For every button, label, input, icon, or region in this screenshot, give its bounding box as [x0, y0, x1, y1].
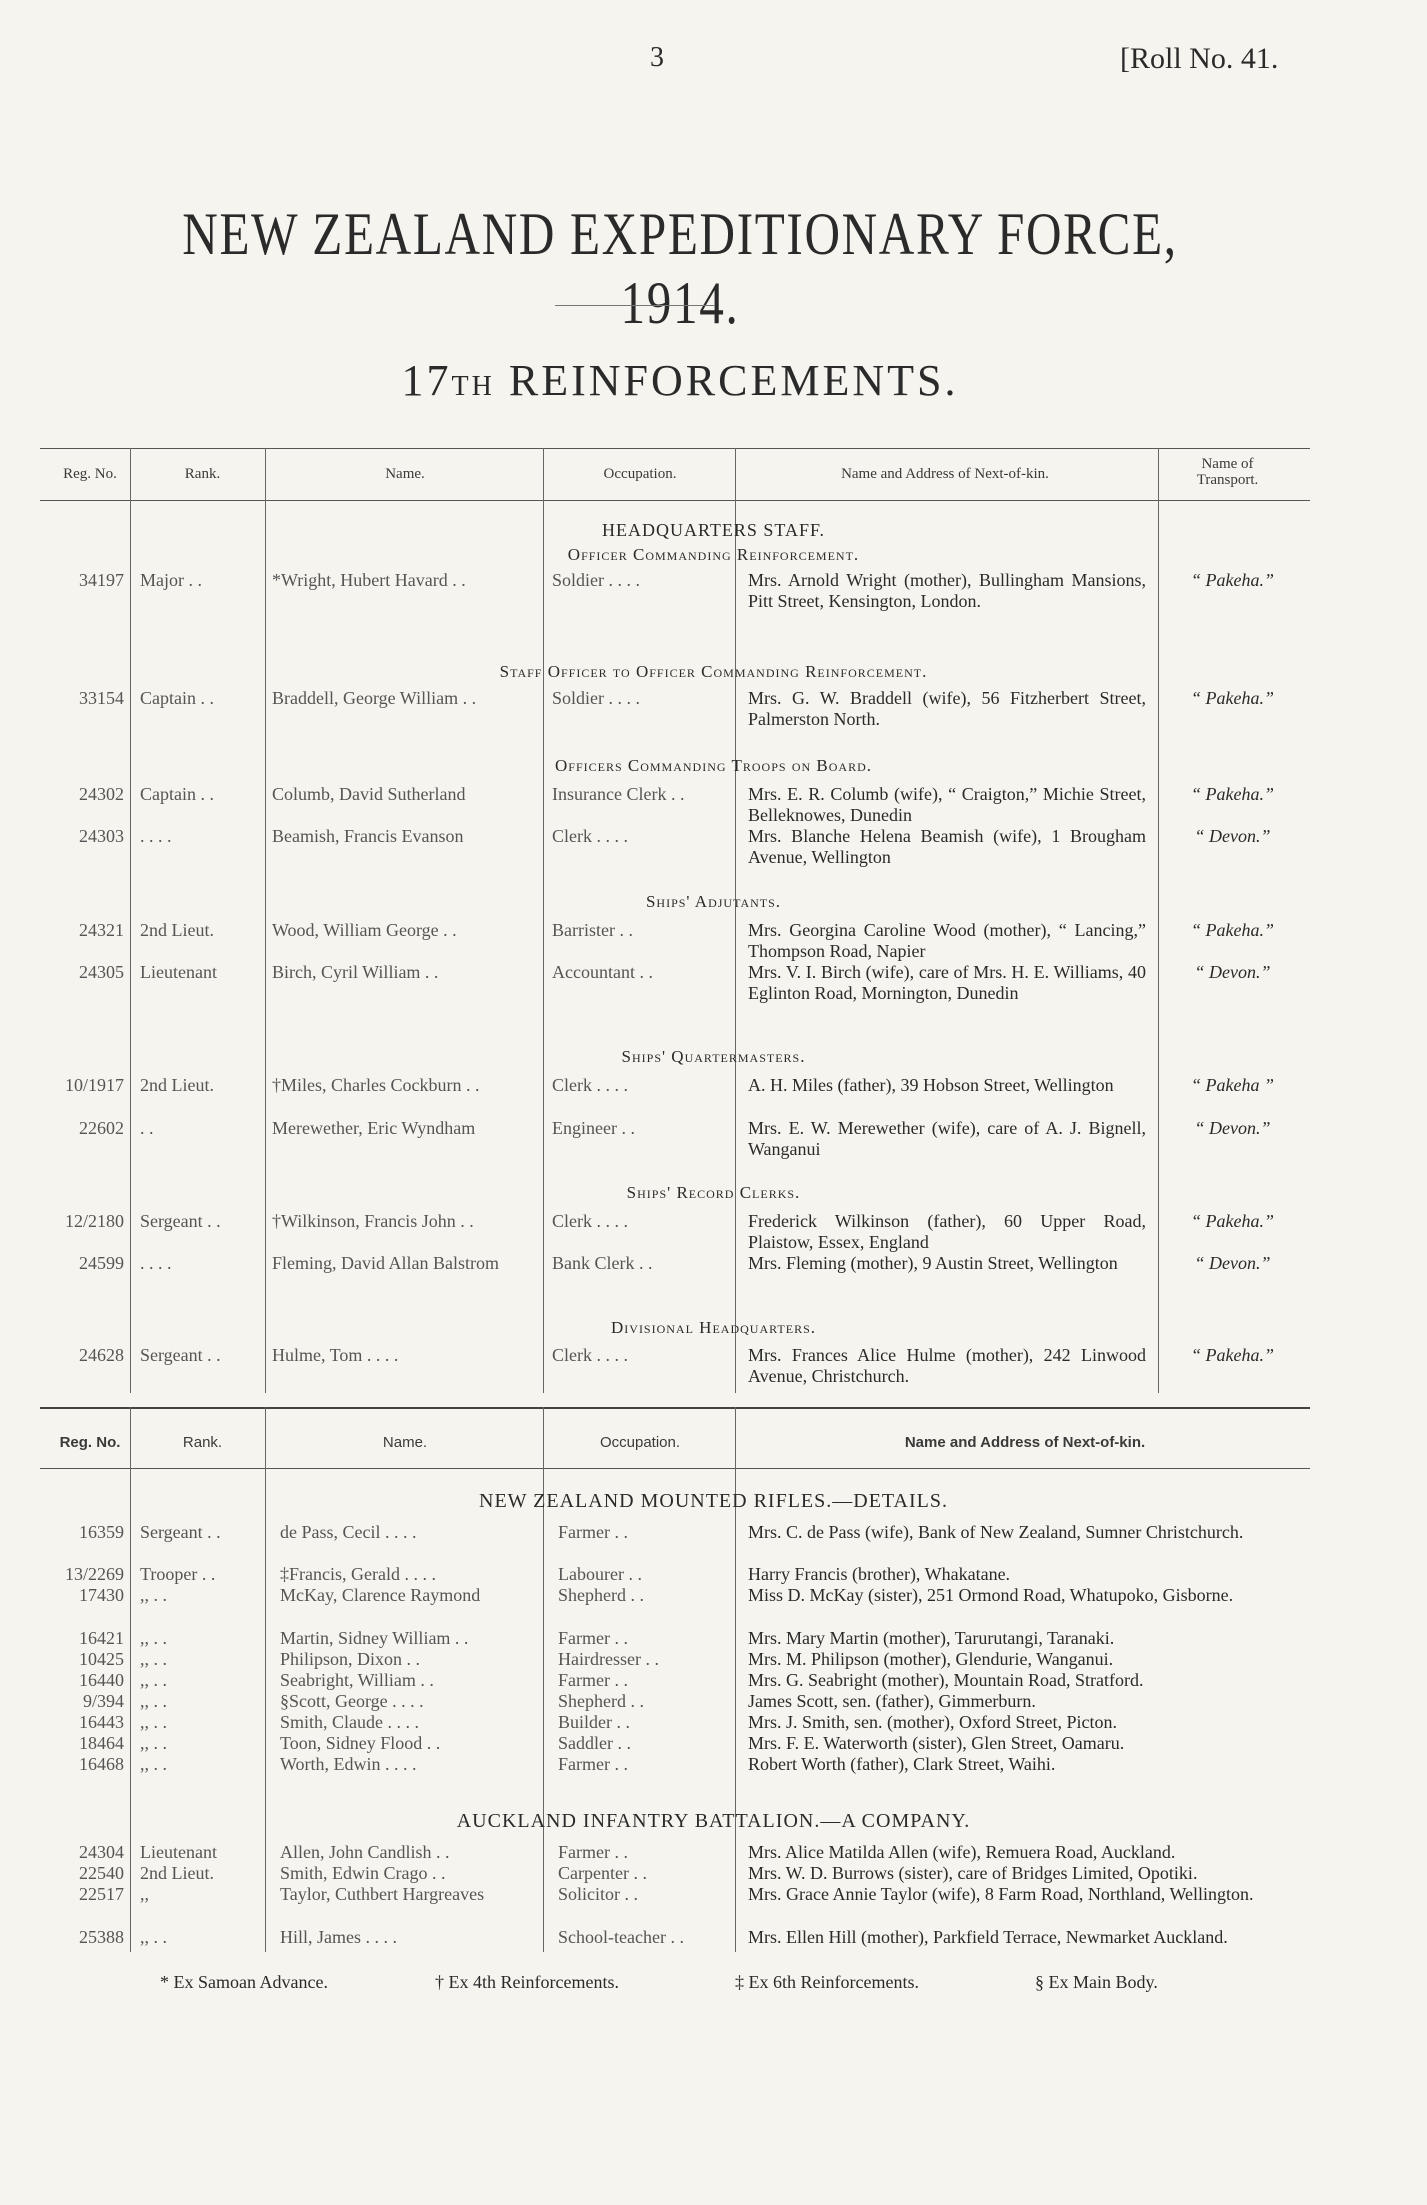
transport: “ Pakeha.” — [1191, 1345, 1274, 1365]
next-of-kin: Mrs. Blanche Helena Beamish (wife), 1 Brougham Avenue, Wellington — [748, 826, 1146, 867]
table1-header-rule — [40, 500, 1310, 501]
reg-number: 13/2269 — [64, 1564, 124, 1584]
reg-number: 10425 — [79, 1649, 124, 1669]
reg-number: 16421 — [79, 1628, 124, 1648]
next-of-kin: Mrs. Arnold Wright (mother), Bullingham Mansions, Pitt Street, Kensington, London. — [748, 570, 1146, 611]
roll-number: [Roll No. 41. — [1120, 42, 1279, 75]
next-of-kin: Mrs. J. Smith, sen. (mother), Oxford Street, Picton. — [748, 1712, 1117, 1732]
soldier-name: Merewether, Eric Wyndham — [272, 1118, 476, 1138]
occupation: Bank Clerk . . — [552, 1253, 653, 1273]
subsection-troops: Officers Commanding Troops on Board. — [555, 756, 872, 775]
reg-number: 17430 — [79, 1585, 124, 1605]
rank: ,, . . — [140, 1649, 167, 1669]
subsection-divisional-hq: Divisional Headquarters. — [611, 1318, 816, 1337]
page-number: 3 — [650, 42, 664, 73]
reg-number: 16440 — [79, 1670, 124, 1690]
reg-number: 25388 — [79, 1927, 124, 1947]
occupation: Builder . . — [558, 1712, 630, 1732]
rank: Captain . . — [140, 688, 214, 708]
table1-header-reg: Reg. No. — [63, 466, 117, 482]
occupation: Farmer . . — [558, 1754, 628, 1774]
table2-header-reg: Reg. No. — [59, 1434, 121, 1451]
footnote-main-body: § Ex Main Body. — [1035, 1972, 1158, 1992]
transport: “ Devon.” — [1194, 962, 1271, 982]
rank: Major . . — [140, 570, 202, 590]
rank: . . — [140, 1118, 154, 1138]
subtitle-number: 17 — [401, 356, 452, 405]
table1-header-occupation: Occupation. — [603, 466, 677, 482]
table2-header-occupation: Occupation. — [599, 1434, 681, 1451]
soldier-name: Fleming, David Allan Balstrom — [272, 1253, 499, 1273]
transport: “ Pakeha ” — [1191, 1075, 1274, 1095]
table2-header-rank: Rank. — [182, 1434, 223, 1451]
transport: “ Pakeha.” — [1191, 688, 1274, 708]
soldier-name: Smith, Edwin Crago . . — [280, 1863, 446, 1883]
section-headquarters-staff: HEADQUARTERS STAFF. — [601, 520, 826, 540]
table2-col-rule — [265, 1407, 266, 1952]
next-of-kin: Harry Francis (brother), Whakatane. — [748, 1564, 1011, 1584]
table1-col-rule — [265, 448, 266, 1393]
rank: ,, — [140, 1884, 149, 1904]
transport: “ Pakeha.” — [1191, 1211, 1274, 1231]
rank: Sergeant . . — [140, 1211, 221, 1231]
soldier-name: Philipson, Dixon . . — [280, 1649, 421, 1669]
occupation: Shepherd . . — [558, 1691, 644, 1711]
footnote-samoan: * Ex Samoan Advance. — [160, 1972, 328, 1992]
table1-col-rule — [130, 448, 131, 1393]
occupation: Solicitor . . — [558, 1884, 638, 1904]
soldier-name: Martin, Sidney William . . — [280, 1628, 469, 1648]
occupation: Farmer . . — [558, 1522, 628, 1542]
rank: Lieutenant — [140, 1842, 217, 1862]
reg-number: 22517 — [79, 1884, 124, 1904]
transport: “ Pakeha.” — [1191, 570, 1274, 590]
reg-number: 16443 — [79, 1712, 124, 1732]
footnote-6th: ‡ Ex 6th Reinforcements. — [735, 1972, 919, 1992]
rank: Lieutenant — [140, 962, 217, 982]
rank: 2nd Lieut. — [140, 1863, 214, 1883]
rank: Captain . . — [140, 784, 214, 804]
rank: ,, . . — [140, 1927, 167, 1947]
rank: 2nd Lieut. — [140, 1075, 214, 1095]
soldier-name: Wood, William George . . — [272, 920, 457, 940]
subtitle-text: REINFORCEMENTS. — [494, 356, 959, 405]
title-divider — [555, 305, 715, 306]
soldier-name: de Pass, Cecil . . . . — [280, 1522, 417, 1542]
reg-number: 10/1917 — [64, 1075, 124, 1095]
next-of-kin: Mrs. E. W. Merewether (wife), care of A. J. Bignell, Wanganui — [748, 1118, 1146, 1159]
subsection-adjutants: Ships' Adjutants. — [645, 892, 782, 911]
next-of-kin: Mrs. C. de Pass (wife), Bank of New Zealand, Sumner Christchurch. — [748, 1522, 1244, 1542]
soldier-name: Seabright, William . . — [280, 1670, 434, 1690]
next-of-kin: A. H. Miles (father), 39 Hobson Street, Wellington — [748, 1075, 1114, 1095]
soldier-name: *Wright, Hubert Havard . . — [272, 570, 466, 590]
table1-header-name: Name. — [385, 466, 425, 482]
table2-col-rule — [543, 1407, 544, 1952]
rank: Sergeant . . — [140, 1345, 221, 1365]
soldier-name: Birch, Cyril William . . — [272, 962, 439, 982]
occupation: Clerk . . . . — [552, 826, 628, 846]
occupation: Clerk . . . . — [552, 1211, 628, 1231]
soldier-name: Taylor, Cuthbert Hargreaves — [280, 1884, 485, 1904]
next-of-kin: Mrs. Ellen Hill (mother), Parkfield Terrace, Newmarket Auckland. — [748, 1927, 1228, 1947]
reg-number: 18464 — [79, 1733, 124, 1753]
next-of-kin: Mrs. Alice Matilda Allen (wife), Remuera Road, Auckland. — [748, 1842, 1176, 1862]
table2-col-rule — [735, 1407, 736, 1952]
occupation: Hairdresser . . — [558, 1649, 659, 1669]
occupation: Clerk . . . . — [552, 1345, 628, 1365]
transport: “ Devon.” — [1194, 1118, 1271, 1138]
rank: ,, . . — [140, 1585, 167, 1605]
next-of-kin: James Scott, sen. (father), Gimmerburn. — [748, 1691, 1036, 1711]
table2-header-name: Name. — [382, 1434, 428, 1451]
transport-header-line2: Transport. — [1196, 472, 1259, 488]
rank: ,, . . — [140, 1628, 167, 1648]
section-mounted-rifles: NEW ZEALAND MOUNTED RIFLES.—DETAILS. — [479, 1490, 948, 1512]
reg-number: 12/2180 — [64, 1211, 124, 1231]
reg-number: 16468 — [79, 1754, 124, 1774]
table2-header-rule — [40, 1468, 1310, 1469]
table2-top-rule — [40, 1407, 1310, 1409]
soldier-name: McKay, Clarence Raymond — [280, 1585, 481, 1605]
rank: . . . . — [140, 826, 172, 846]
next-of-kin: Mrs. Georgina Caroline Wood (mother), “ Lancing,” Thompson Road, Napier — [748, 920, 1146, 961]
footnote-4th: † Ex 4th Reinforcements. — [435, 1972, 619, 1992]
next-of-kin: Mrs. Mary Martin (mother), Tarurutangi, Taranaki. — [748, 1628, 1115, 1648]
rank: 2nd Lieut. — [140, 920, 214, 940]
subsection-staff-officer: Staff Officer to Officer Commanding Reinforcement. — [499, 662, 928, 681]
table1-header-transport — [1155, 456, 1300, 488]
reg-number: 24305 — [79, 962, 124, 982]
occupation: Insurance Clerk . . — [552, 784, 685, 804]
soldier-name: Toon, Sidney Flood . . — [280, 1733, 441, 1753]
occupation: Soldier . . . . — [552, 570, 640, 590]
next-of-kin: Mrs. Fleming (mother), 9 Austin Street, Wellington — [748, 1253, 1118, 1273]
reg-number: 24599 — [79, 1253, 124, 1273]
occupation: Shepherd . . — [558, 1585, 644, 1605]
next-of-kin: Mrs. G. W. Braddell (wife), 56 Fitzherbert Street, Palmerston North. — [748, 688, 1146, 729]
rank: ,, . . — [140, 1691, 167, 1711]
soldier-name: Hulme, Tom . . . . — [272, 1345, 399, 1365]
occupation: School-teacher . . — [558, 1927, 684, 1947]
table1-col-rule — [1158, 448, 1159, 1393]
reg-number: 24304 — [79, 1842, 124, 1862]
table1-col-rule — [543, 448, 544, 1393]
next-of-kin: Mrs. E. R. Columb (wife), “ Craigton,” Michie Street, Belleknowes, Dunedin — [748, 784, 1146, 825]
next-of-kin: Mrs. Grace Annie Taylor (wife), 8 Farm Road, Northland, Wellington. — [748, 1884, 1254, 1904]
rank: Sergeant . . — [140, 1522, 221, 1542]
table1-col-rule — [735, 448, 736, 1393]
occupation: Soldier . . . . — [552, 688, 640, 708]
page-title: NEW ZEALAND EXPEDITIONARY FORCE, 1914. — [182, 201, 1178, 336]
subsection-officer-commanding: Officer Commanding Reinforcement. — [567, 545, 860, 564]
soldier-name: Smith, Claude . . . . — [280, 1712, 419, 1732]
soldier-name: Beamish, Francis Evanson — [272, 826, 464, 846]
table1-header-rank: Rank. — [184, 466, 221, 482]
subtitle-ordinal: TH — [451, 371, 495, 402]
next-of-kin: Miss D. McKay (sister), 251 Ormond Road, Whatupoko, Gisborne. — [748, 1585, 1234, 1605]
rank: Trooper . . — [140, 1564, 216, 1584]
next-of-kin: Mrs. G. Seabright (mother), Mountain Road, Stratford. — [748, 1670, 1144, 1690]
page-subtitle — [0, 355, 1360, 406]
reg-number: 34197 — [79, 570, 124, 590]
table2-header-kin: Name and Address of Next-of-kin. — [904, 1434, 1146, 1451]
reg-number: 22540 — [79, 1863, 124, 1883]
rank: ,, . . — [140, 1670, 167, 1690]
soldier-name: Worth, Edwin . . . . — [280, 1754, 417, 1774]
transport: “ Devon.” — [1194, 1253, 1271, 1273]
occupation: Farmer . . — [558, 1628, 628, 1648]
occupation: Barrister . . — [552, 920, 633, 940]
next-of-kin: Robert Worth (father), Clark Street, Waihi. — [748, 1754, 1056, 1774]
reg-number: 24302 — [79, 784, 124, 804]
soldier-name: †Wilkinson, Francis John . . — [272, 1211, 474, 1231]
occupation: Accountant . . — [552, 962, 653, 982]
table1-top-rule — [40, 448, 1310, 449]
section-auckland-infantry: AUCKLAND INFANTRY BATTALION.—A COMPANY. — [456, 1810, 971, 1832]
reg-number: 24628 — [79, 1345, 124, 1365]
occupation: Farmer . . — [558, 1842, 628, 1862]
table1-header-kin: Name and Address of Next-of-kin. — [841, 466, 1049, 482]
reg-number: 33154 — [79, 688, 124, 708]
soldier-name: Allen, John Candlish . . — [280, 1842, 450, 1862]
next-of-kin: Mrs. W. D. Burrows (sister), care of Bridges Limited, Opotiki. — [748, 1863, 1198, 1883]
transport: “ Devon.” — [1194, 826, 1271, 846]
subsection-quartermasters: Ships' Quartermasters. — [621, 1047, 806, 1066]
rank: . . . . — [140, 1253, 172, 1273]
next-of-kin: Mrs. M. Philipson (mother), Glendurie, Wanganui. — [748, 1649, 1114, 1669]
soldier-name: ‡Francis, Gerald . . . . — [280, 1564, 436, 1584]
rank: ,, . . — [140, 1733, 167, 1753]
soldier-name: Columb, David Sutherland — [272, 784, 466, 804]
next-of-kin: Mrs. V. I. Birch (wife), care of Mrs. H. E. Williams, 40 Eglinton Road, Mornington, Dunedin — [748, 962, 1146, 1003]
transport-header-line1: Name of — [1201, 456, 1254, 472]
next-of-kin: Mrs. F. E. Waterworth (sister), Glen Street, Oamaru. — [748, 1733, 1125, 1753]
reg-number: 16359 — [79, 1522, 124, 1542]
rank: ,, . . — [140, 1754, 167, 1774]
rank: ,, . . — [140, 1712, 167, 1732]
occupation: Saddler . . — [558, 1733, 631, 1753]
transport: “ Pakeha.” — [1191, 784, 1274, 804]
reg-number: 24303 — [79, 826, 124, 846]
transport: “ Pakeha.” — [1191, 920, 1274, 940]
reg-number: 22602 — [79, 1118, 124, 1138]
reg-number: 24321 — [79, 920, 124, 940]
next-of-kin: Frederick Wilkinson (father), 60 Upper Road, Plaistow, Essex, England — [748, 1211, 1146, 1252]
occupation: Labourer . . — [558, 1564, 642, 1584]
occupation: Farmer . . — [558, 1670, 628, 1690]
subsection-record-clerks: Ships' Record Clerks. — [626, 1183, 801, 1202]
soldier-name: Braddell, George William . . — [272, 688, 477, 708]
soldier-name: §Scott, George . . . . — [280, 1691, 424, 1711]
soldier-name: †Miles, Charles Cockburn . . — [272, 1075, 480, 1095]
next-of-kin: Mrs. Frances Alice Hulme (mother), 242 Linwood Avenue, Christchurch. — [748, 1345, 1146, 1386]
occupation: Carpenter . . — [558, 1863, 647, 1883]
occupation: Clerk . . . . — [552, 1075, 628, 1095]
soldier-name: Hill, James . . . . — [280, 1927, 397, 1947]
table2-col-rule — [130, 1407, 131, 1952]
occupation: Engineer . . — [552, 1118, 635, 1138]
reg-number: 9/394 — [82, 1691, 124, 1711]
